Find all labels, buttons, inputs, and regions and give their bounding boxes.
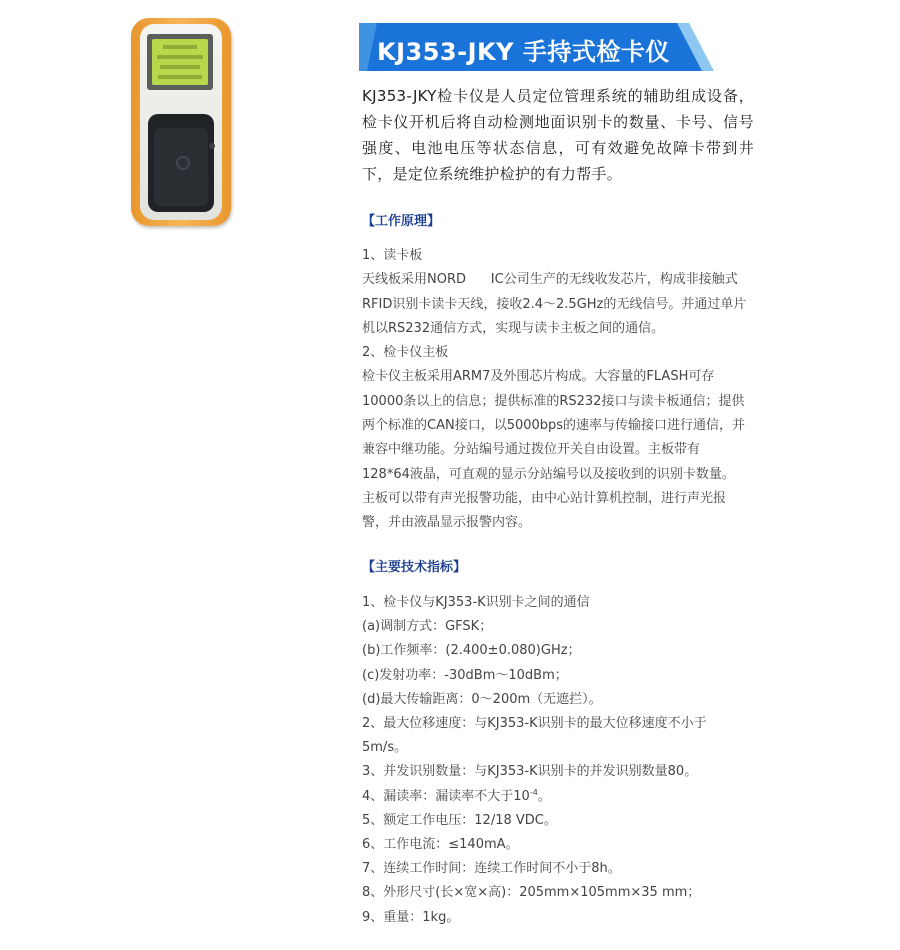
spec-line: 6、工作电流：≤140mA。 <box>362 837 519 853</box>
spec-line: 5m/s。 <box>362 740 408 756</box>
spec-line: 8、外形尺寸(长×宽×高)：205mm×105mm×35 mm； <box>362 885 701 901</box>
specs-heading: 【主要技术指标】 <box>362 560 467 575</box>
principle-line: 警，并由液晶显示报警内容。 <box>362 515 532 531</box>
spec-line-missed-read <box>362 785 754 809</box>
lcd-line <box>158 75 202 79</box>
principle-line: 主板可以带有声光报警功能，由中心站计算机控制，进行声光报 <box>362 490 727 506</box>
spec-line-text: 4、漏读率：漏读率不大于10 <box>362 788 530 804</box>
principle-line: 128*64液晶，可直观的显示分站编号以及接收到的识别卡数量。 <box>362 466 735 482</box>
principle-line: 兼容中继功能。分站编号通过拨位开关自由设置。主板带有 <box>362 442 701 458</box>
principle-body <box>362 244 754 536</box>
principle-line: 天线板采用NORD IC公司生产的无线收发芯片，构成非接触式 <box>362 272 738 288</box>
title-banner <box>359 23 719 71</box>
spec-line: 2、最大位移速度：与KJ353-K识别卡的最大位移速度不小于 <box>362 716 707 732</box>
spec-line: 7、连续工作时间：连续工作时间不小于8h。 <box>362 861 621 877</box>
spec-line: (b)工作频率：(2.400±0.080)GHz； <box>362 643 581 659</box>
principle-heading: 【工作原理】 <box>362 214 441 229</box>
principle-line: 2、检卡仪主板 <box>362 345 449 361</box>
principle-line: 检卡仪主板采用ARM7及外围芯片构成。大容量的FLASH可存 <box>362 369 715 385</box>
lcd-line <box>163 45 197 49</box>
device-image <box>131 18 231 226</box>
lcd-line <box>160 65 200 69</box>
spec-line: 1、检卡仪与KJ353-K识别卡之间的通信 <box>362 595 590 610</box>
principle-line: 1、读卡板 <box>362 248 423 263</box>
line-end: 。 <box>537 788 551 804</box>
spec-line: (d)最大传输距离：0～200m（无遮拦）。 <box>362 691 602 707</box>
spec-line: 9、重量：1kg。 <box>362 909 460 925</box>
device-button <box>209 143 215 149</box>
intro-paragraph: KJ353-JKY检卡仪是人员定位管理系统的辅助组成设备，检卡仪开机后将自动检测地面识别卡的数量、卡号、信号强度、电池电压等状态信息，可有效避免故障卡带到井下，是定位系统维护检护的有力帮手。 <box>362 87 754 183</box>
specs-body <box>362 591 754 930</box>
spec-line: 5、额定工作电压：12/18 VDC。 <box>362 812 557 828</box>
spec-line: (a)调制方式：GFSK； <box>362 619 493 635</box>
device-sensor-icon <box>176 156 190 170</box>
principle-line: 机以RS232通信方式，实现与读卡主板之间的通信。 <box>362 320 665 336</box>
lcd-line <box>157 55 203 59</box>
principle-line: RFID识别卡读卡天线，接收2.4～2.5GHz的无线信号。并通过单片 <box>362 296 747 312</box>
principle-line: 10000条以上的信息；提供标准的RS232接口与读卡板通信；提供 <box>362 393 745 409</box>
page-title: KJ353-JKY 手持式检卡仪 <box>377 38 670 66</box>
spec-line: (c)发射功率：-30dBm～10dBm； <box>362 667 568 683</box>
spec-line: 3、并发识别数量：与KJ353-K识别卡的并发识别数量80。 <box>362 764 698 780</box>
device-lcd-screen <box>152 39 208 85</box>
exponent: -4 <box>529 787 538 797</box>
principle-line: 两个标准的CAN接口，以5000bps的速率与传输接口进行通信，并 <box>362 418 746 434</box>
